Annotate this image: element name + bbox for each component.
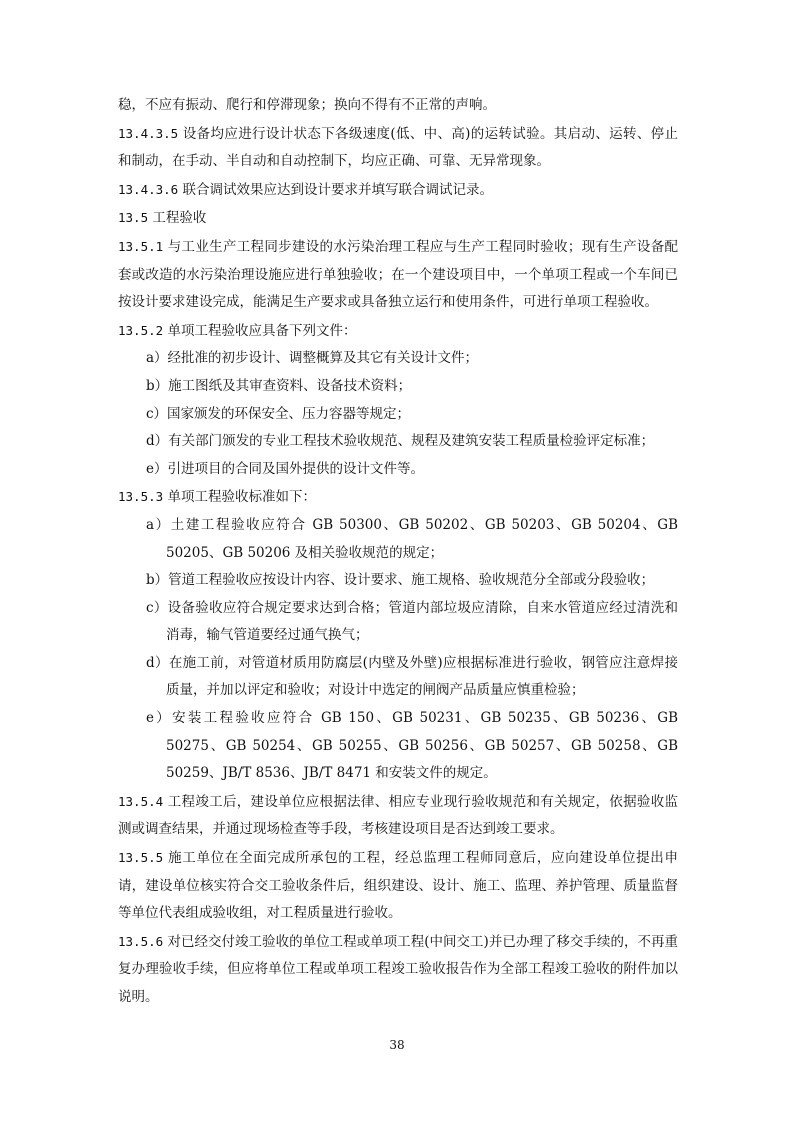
- clause-13-5-4: [118, 788, 678, 844]
- clause-13-4-3-5: [118, 120, 678, 176]
- clause-number: 13.5.4: [118, 793, 164, 809]
- list-item: b）施工图纸及其审查资料、设备技术资料；: [146, 377, 412, 394]
- clause-text: 与工业生产工程同步建设的水污染治理工程应与生产工程同时验收；现有生产设备配套或改造的水污染治理设施应进行单独验收；在一个建设项目中，一个单项工程或一个车间已按设计要求建设完成，能满足生产要求或具备独立运行和使用条件，可进行单项工程验收。: [118, 238, 678, 311]
- list-item: e）安装工程验收应符合 GB 150、GB 50231、GB 50235、GB 50236、GB 50275、GB 50254、GB 50255、GB 50256、GB 50257、GB 50258、GB 50259、JB/T 8536、JB/T 8471 和安装文件的规定。: [146, 710, 678, 782]
- clause-13-5-6: [118, 928, 678, 1012]
- list-item: b）管道工程验收应按设计内容、设计要求、施工规格、验收规范分全部或分段验收；: [146, 572, 655, 589]
- paragraph-continuation: 稳，不应有振动、爬行和停滞现象；换向不得有不正常的声响。: [118, 97, 496, 113]
- clause-text: 对已经交付竣工验收的单位工程或单项工程(中间交工)并已办理了移交手续的，不再重复办理验收手续，但应将单位工程或单项工程竣工验收报告作为全部工程竣工验收的附件加以说明。: [118, 933, 678, 1005]
- clause-number: 13.5.1: [118, 238, 164, 254]
- list-item: e）引进项目的合同及国外提供的设计文件等。: [146, 460, 424, 477]
- clause-number: 13.4.3.5: [118, 125, 179, 141]
- clause-text: 设备均应进行设计状态下各级速度(低、中、高)的运转试验。其启动、运转、停止和制动，在手动、半自动和自动控制下，均应正确、可靠、无异常现象。: [118, 125, 678, 170]
- clause-text: 单项工程验收应具备下列文件：: [163, 322, 357, 339]
- list-item: d）在施工前，对管道材质用防腐层(内壁及外壁)应根据标准进行验收，钢管应注意焊接质量，并加以评定和验收；对设计中选定的闸阀产品质量应慎重检验；: [146, 654, 678, 699]
- clause-13-4-3-6: [118, 176, 678, 205]
- clause-number: 13.5.2: [118, 322, 164, 338]
- clause-13-5-2: [118, 317, 678, 346]
- section-title: 工程验收: [148, 210, 207, 227]
- document-body: [118, 92, 678, 1012]
- list-item: d）有关部门颁发的专业工程技术验收规范、规程及建筑安装工程质量检验评定标准；: [146, 433, 655, 450]
- clause-13-5-3: [118, 483, 678, 512]
- clause-text: 单项工程验收标准如下：: [163, 489, 316, 506]
- clause-13-5-1: [118, 233, 678, 317]
- clause-13-5-5: [118, 844, 678, 928]
- clause-text: 联合调试效果应达到设计要求并填写联合调试记录。: [178, 181, 494, 198]
- list-item: a）经批准的初步设计、调整概算及其它有关设计文件；: [146, 350, 479, 367]
- list-item: a）土建工程验收应符合 GB 50300、GB 50202、GB 50203、GB 50204、GB 50205、GB 50206 及相关验收规范的规定；: [146, 516, 678, 561]
- clause-number: 13.5.3: [118, 489, 164, 505]
- section-heading-13-5: [118, 204, 678, 233]
- section-number: 13.5: [118, 210, 149, 226]
- clause-text: 施工单位在全面完成所承包的工程，经总监理工程师同意后，应向建设单位提出申请，建设单位核实符合交工验收条件后，组织建设、设计、施工、监理、养护管理、质量监督等单位代表组成验收组，对工程质量进行验收。: [118, 850, 678, 922]
- clause-text: 工程竣工后，建设单位应根据法律、相应专业现行验收规范和有关规定，依据验收监测或调查结果，并通过现场检查等手段，考核建设项目是否达到竣工要求。: [118, 793, 678, 838]
- clause-number: 13.4.3.6: [118, 181, 179, 197]
- page-number: 38: [389, 1038, 405, 1052]
- list-item: c）设备验收应符合规定要求达到合格；管道内部垃圾应清除，自来水管道应经过清洗和消毒，输气管道要经过通气换气；: [146, 599, 678, 644]
- list-item: c）国家颁发的环保安全、压力容器等规定；: [146, 405, 411, 422]
- clause-number: 13.5.5: [118, 850, 164, 866]
- clause-number: 13.5.6: [118, 933, 164, 949]
